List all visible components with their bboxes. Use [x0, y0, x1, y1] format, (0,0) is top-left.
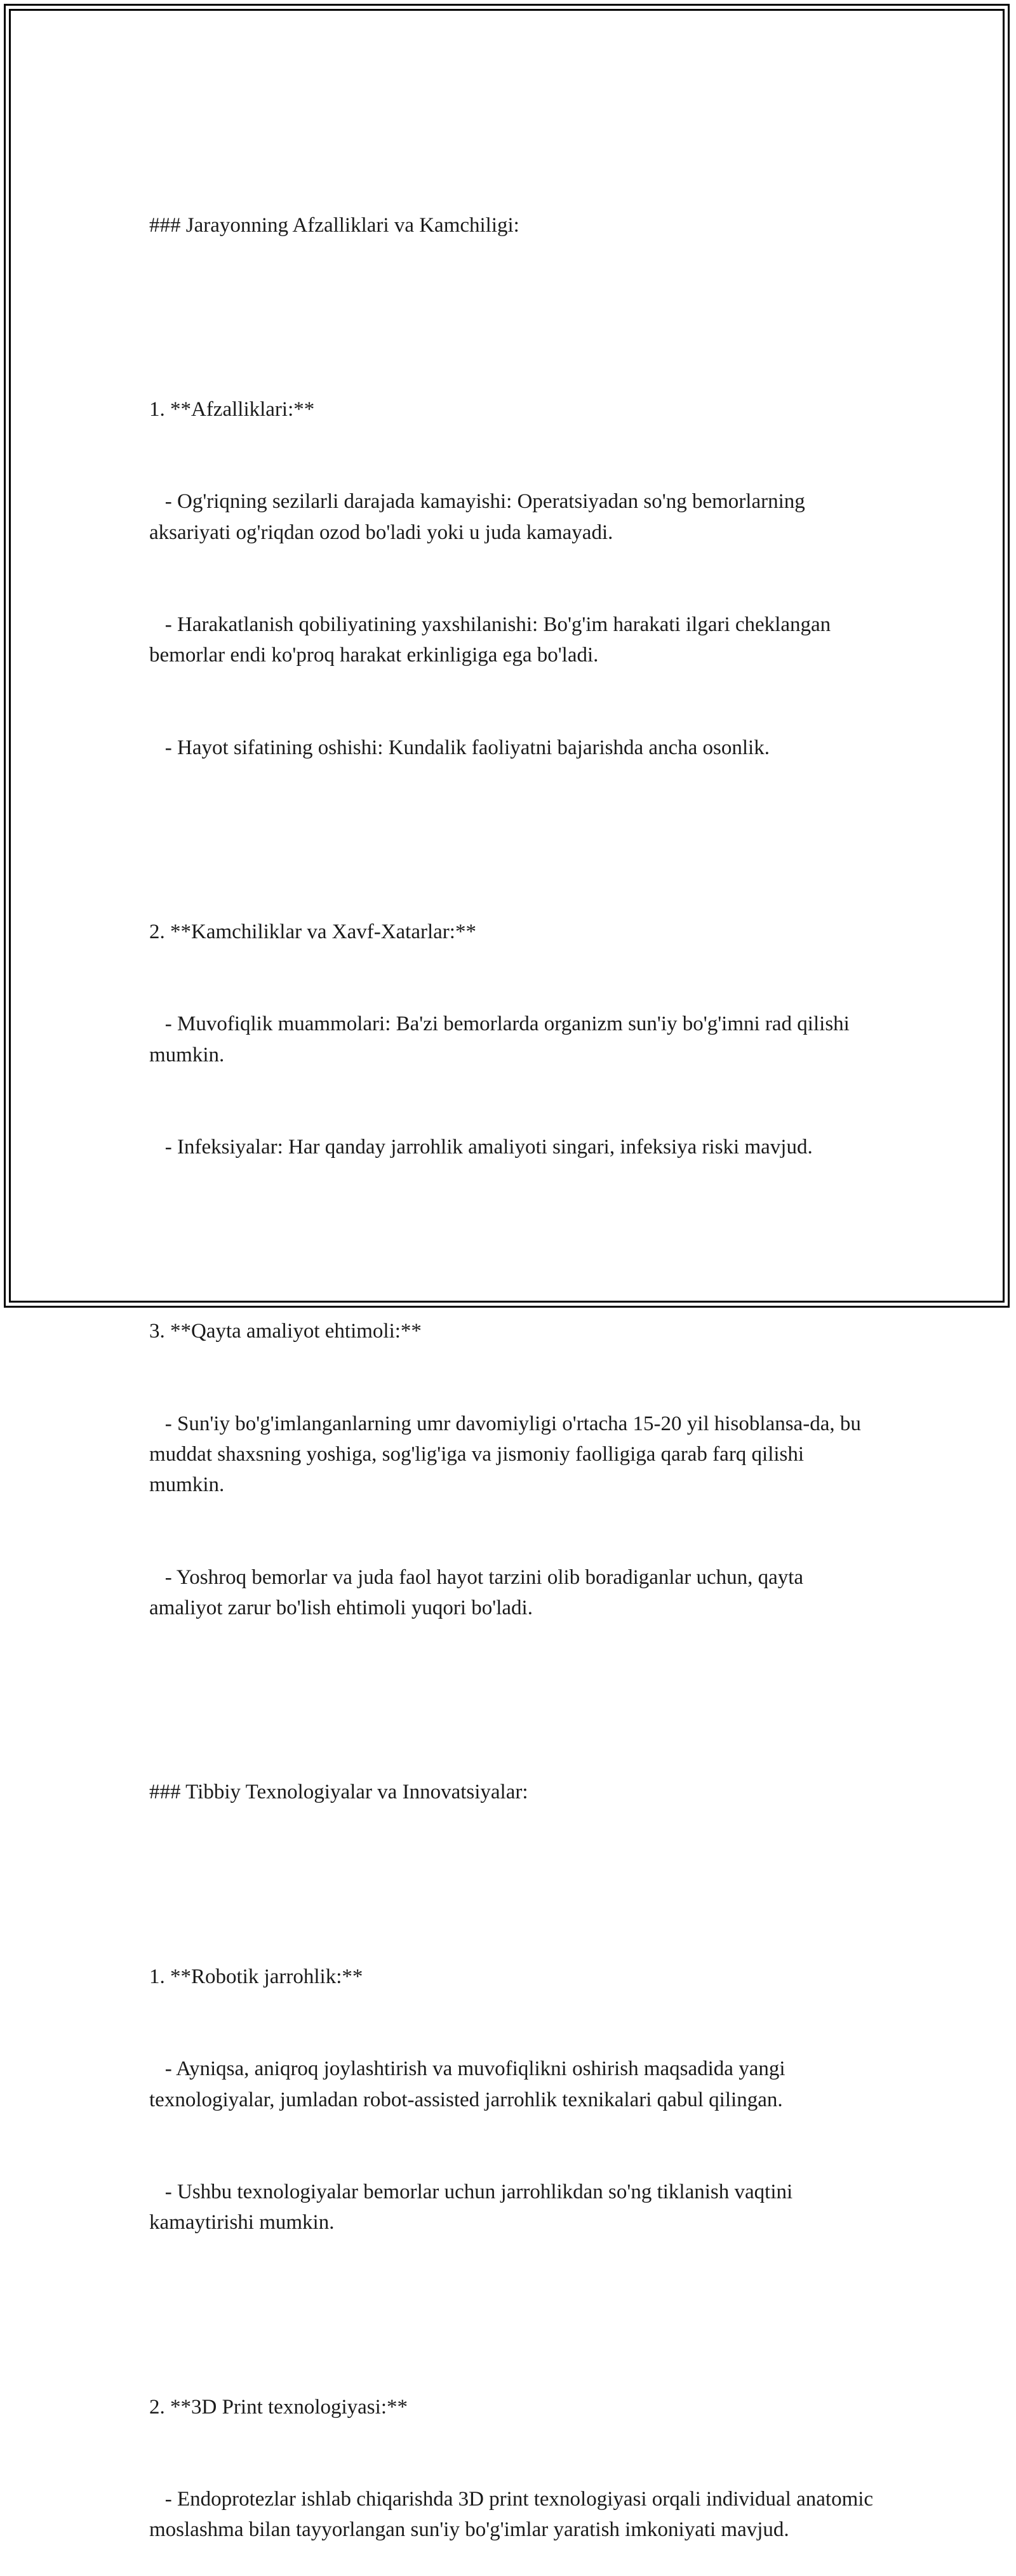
blank-line: [149, 825, 879, 855]
bullet-quality-of-life: - Hayot sifatining oshishi: Kundalik faoliyatni bajarishda ancha osonlik.: [164, 736, 770, 759]
bullet-infections: - Infeksiyalar: Har qanday jarrohlik amaliyoti singari, infeksiya riski mavjud.: [164, 1135, 813, 1159]
item-title-robotic: 1. **Robotik jarrohlik:**: [149, 1965, 363, 1988]
bullet-robotic-precision: - Ayniqsa, aniqroq joylashtirish va muvofiqlikni oshirish maqsadida yangi texnologiyalar, jumladan robot-assisted jarrohlik texnikalari qabul qilingan.: [149, 2057, 791, 2111]
section-heading-technologies: ### Tibbiy Texnologiyalar va Innovatsiyalar:: [149, 1781, 528, 1804]
blank-line: [149, 1224, 879, 1254]
blank-line: [149, 1685, 879, 1715]
bullet-recovery-time: - Ushbu texnologiyalar bemorlar uchun jarrohlikdan so'ng tiklanish vaqtini kamaytirishi mumkin.: [149, 2180, 798, 2234]
item-title-3d-print: 2. **3D Print texnologiyasi:**: [149, 2395, 408, 2419]
item-title-advantages: 1. **Afzalliklari:**: [149, 398, 315, 422]
item-title-risks: 2. **Kamchiliklar va Xavf-Xatarlar:**: [149, 920, 476, 944]
blank-line: [149, 302, 879, 333]
bullet-young-patients: - Yoshroq bemorlar va juda faol hayot tarzini olib boradiganlar uchun, qayta amaliyot zarur bo'lish ehtimoli yuqori bo'ladi.: [149, 1565, 809, 1620]
bullet-pain-reduction: - Og'riqning sezilarli darajada kamayishi: Operatsiyadan so'ng bemorlarning aksariyati og'riqdan ozod bo'ladi yoki u juda kamayadi.: [149, 490, 810, 544]
document-body: [149, 149, 879, 2576]
item-title-revision: 3. **Qayta amaliyot ehtimoli:**: [149, 1320, 422, 1343]
section-heading-advantages: ### Jarayonning Afzalliklari va Kamchiligi:: [149, 213, 519, 237]
blank-line: [149, 1869, 879, 1900]
bullet-compatibility: - Muvofiqlik muammolari: Ba'zi bemorlarda organizm sun'iy bo'g'imni rad qilishi mumkin.: [149, 1012, 855, 1066]
bullet-lifespan: - Sun'iy bo'g'imlanganlarning umr davomiyligi o'rtacha 15-20 yil hisoblansa-da, bu muddat shaxsning yoshiga, sog'lig'iga va jismoniy faolligiga qarab farq qilishi mumkin.: [149, 1412, 867, 1497]
bullet-mobility: - Harakatlanish qobiliyatining yaxshilanishi: Bo'g'im harakati ilgari cheklangan bemorlar endi ko'proq harakat erkinligiga ega bo'ladi.: [149, 613, 836, 667]
blank-line: [149, 2299, 879, 2330]
bullet-3d-endoprosthesis: - Endoprotezlar ishlab chiqarishda 3D print texnologiyasi orqali individual anatomic moslashma bilan tayyorlangan sun'iy bo'g'imlar yaratish imkoniyati mavjud.: [149, 2487, 879, 2542]
